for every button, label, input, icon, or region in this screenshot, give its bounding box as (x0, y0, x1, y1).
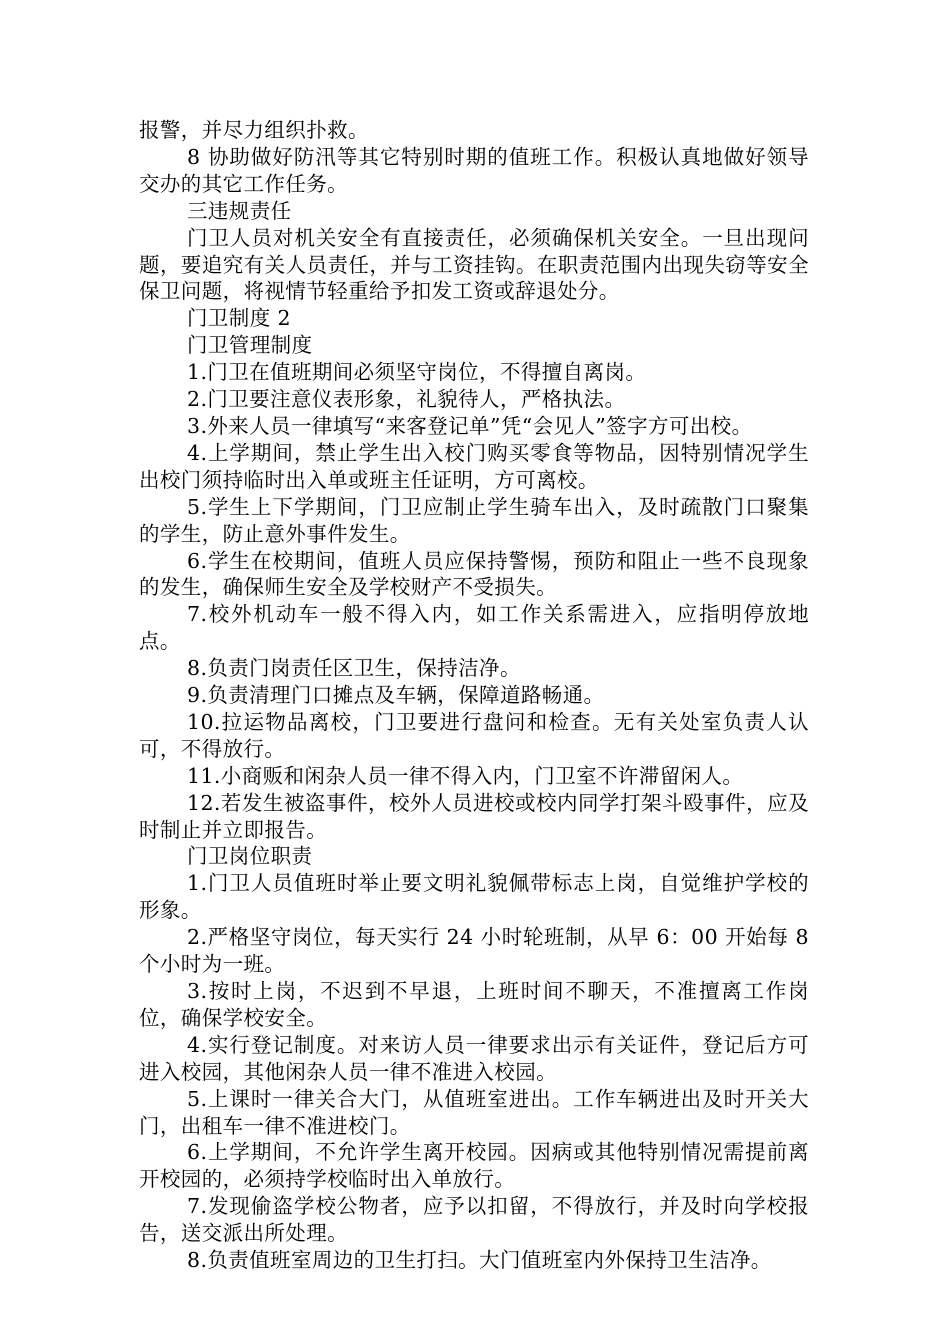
section-heading-management: 门卫管理制度 (187, 333, 313, 358)
duty-item: 6.上学期间，不允许学生离开校园。因病或其他特别情况需提前离开校园的，必须持学校临时出入单放行。 (139, 1140, 809, 1192)
duty-item: 5.上课时一律关合大门，从值班室进出。工作车辆进出及时开关大门，出租车一律不准进校门。 (139, 1086, 809, 1138)
duty-item: 3.按时上岗，不迟到不早退，上班时间不聊天，不准擅离工作岗位，确保学校安全。 (139, 979, 809, 1030)
rule-item: 1.门卫在值班期间必须坚守岗位，不得擅自离岗。 (187, 360, 647, 385)
rule-item: 12.若发生被盗事件，校外人员进校或校内同学打架斗殴事件，应及时制止并立即报告。 (139, 790, 809, 842)
duty-item: 7.发现偷盗学校公物者，应予以扣留，不得放行，并及时向学校报告，送交派出所处理。 (139, 1194, 809, 1246)
rule-item: 4.上学期间，禁止学生出入校门购买零食等物品，因特别情况学生出校门须持临时出入单或班主任证明，方可离校。 (139, 440, 809, 492)
rule-item: 11.小商贩和闲杂人员一律不得入内，门卫室不许滞留闲人。 (187, 763, 744, 788)
document-body (139, 117, 809, 1274)
paragraph-item-8: 8 协助做好防汛等其它特别时期的值班工作。积极认真地做好领导交办的其它工作任务。 (139, 144, 809, 196)
section-heading-duties: 门卫岗位职责 (187, 844, 313, 869)
section-heading-system-2: 门卫制度 2 (187, 306, 291, 331)
rule-item: 9.负责清理门口摊点及车辆，保障道路畅通。 (187, 683, 605, 708)
rule-item: 3.外来人员一律填写“来客登记单”凭“会见人”签字方可出校。 (187, 413, 753, 438)
rule-item: 2.门卫要注意仪表形象，礼貌待人，严格执法。 (187, 387, 626, 412)
duty-item: 2.严格坚守岗位，每天实行 24 小时轮班制，从早 6：00 开始每 8 个小时为一班。 (139, 925, 809, 977)
paragraph-continuation: 报警，并尽力组织扑救。 (139, 118, 369, 142)
rule-item: 10.拉运物品离校，门卫要进行盘问和检查。无有关处室负责人认可，不得放行。 (139, 709, 809, 761)
rule-item: 5.学生上下学期间，门卫应制止学生骑车出入，及时疏散门口聚集的学生，防止意外事件发生。 (139, 494, 809, 546)
duty-item: 1.门卫人员值班时举止要文明礼貌佩带标志上岗，自觉维护学校的形象。 (139, 871, 809, 923)
duty-item: 8.负责值班室周边的卫生打扫。大门值班室内外保持卫生洁净。 (187, 1248, 772, 1273)
rule-item: 6.学生在校期间，值班人员应保持警惕，预防和阻止一些不良现象的发生，确保师生安全及学校财产不受损失。 (139, 548, 809, 600)
duty-item: 4.实行登记制度。对来访人员一律要求出示有关证件，登记后方可进入校园，其他闲杂人员一律不准进入校园。 (139, 1032, 809, 1084)
rule-item: 8.负责门岗责任区卫生，保持洁净。 (187, 656, 521, 681)
rule-item: 7.校外机动车一般不得入内，如工作关系需进入，应指明停放地点。 (139, 602, 809, 654)
section-heading-violation: 三违规责任 (187, 198, 292, 223)
paragraph-violation: 门卫人员对机关安全有直接责任，必须确保机关安全。一旦出现问题，要追究有关人员责任，并与工资挂钩。在职责范围内出现失窃等安全保卫问题，将视情节轻重给予扣发工资或辞退处分。 (139, 225, 809, 304)
